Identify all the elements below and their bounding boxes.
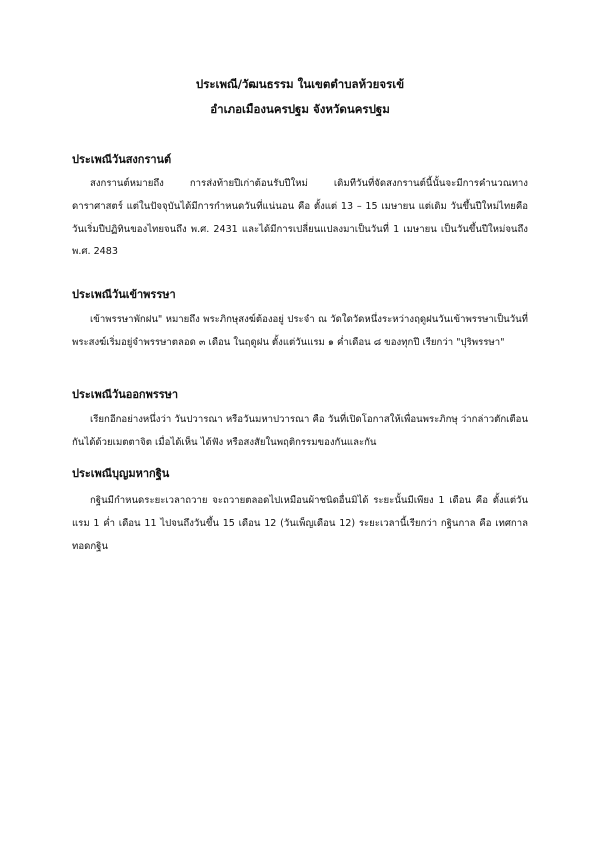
section-heading-kathin: ประเพณีบุญมหากฐิน (72, 467, 170, 480)
section-body-khao-phansa: เข้าพรรษาพักฝน" หมายถึง พระภิกษุสงฆ์ต้องอยู่ ประจำ ณ วัดใดวัดหนึ่งระหว่างฤดูฝนวันเข้าพรรษาเป็นวันที่พระสงฆ์เริ่มอยู่จำพรรษาตลอด ๓ เดือน ในฤดูฝน ตั้งแต่วันแรม ๑ ค่ำเดือน ๘ ของทุกปี เรียกว่า "ปุริพรรษา" (72, 314, 528, 348)
document-subtitle: อำเภอเมืองนครปฐม จังหวัดนครปฐม (210, 102, 390, 116)
section-body-songkran: สงกรานต์หมายถึง การส่งท้ายปีเก่าต้อนรับปีใหม่ เดิมทีวันที่จัดสงกรานต์นี้นั้นจะมีการคำนวณทางดาราศาสตร์ แต่ในปัจจุบันได้มีการกำหนดวันที่แน่นอน คือ ตั้งแต่ 13 – 15 เมษายน แต่เดิม วันขึ้นปีใหม่ไทยคือ วันเริ่มปีปฏิทินของไทยจนถึง พ.ศ. 2431 และได้มีการเปลี่ยนแปลงมาเป็นวันที่ 1 เมษายน เป็นวันขึ้นปีใหม่จนถึงพ.ศ. 2483 (72, 178, 528, 258)
section-body-kathin: กฐินมีกำหนดระยะเวลาถวาย จะถวายตลอดไปเหมือนผ้าชนิดอื่นมิได้ ระยะนั้นมีเพียง 1 เดือน คือ ตั้งแต่วันแรม 1 ค่ำ เดือน 11 ไปจนถึงวันขึ้น 15 เดือน 12 (วันเพ็ญเดือน 12) ระยะเวลานี้เรียกว่า กฐินกาล คือ เทศกาลทอดกฐิน (72, 495, 528, 552)
document-title: ประเพณี/วัฒนธรรม ในเขตตำบลห้วยจรเข้ (195, 77, 405, 91)
section-heading-ok-phansa: ประเพณีวันออกพรรษา (72, 388, 179, 401)
section-heading-khao-phansa: ประเพณีวันเข้าพรรษา (72, 288, 176, 301)
section-body-ok-phansa: เรียกอีกอย่างหนึ่งว่า วันปวารณา หรือวันมหาปวารณา คือ วันที่เปิดโอกาสให้เพื่อนพระภิกษุ ว่ากล่าวตักเตือนกันได้ด้วยเมตตาจิต เมื่อได้เห็น ได้ฟัง หรือสงสัยในพฤติกรรมของกันและกัน (72, 414, 528, 448)
section-heading-songkran: ประเพณีวันสงกรานต์ (72, 153, 172, 166)
